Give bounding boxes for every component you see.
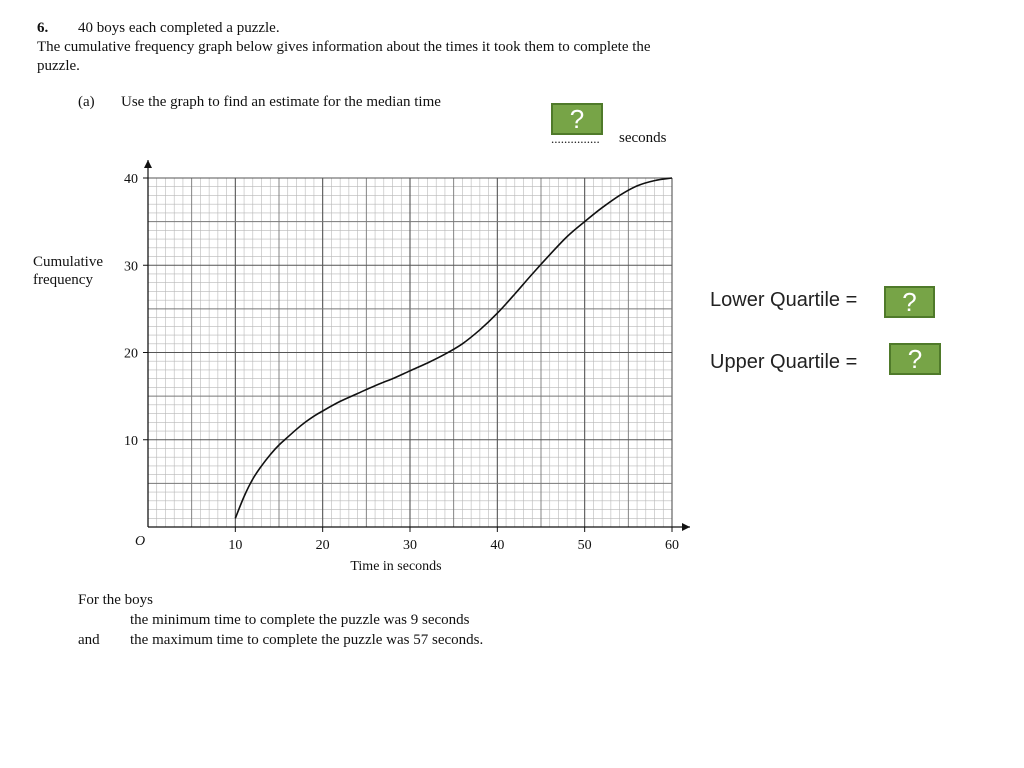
- x-tick-label: 10: [228, 538, 243, 553]
- y-tick-label: 10: [124, 433, 138, 449]
- footer-and: and: [78, 632, 100, 648]
- y-axis-label-line-1: Cumulative: [33, 254, 103, 270]
- footer-line-3: the maximum time to complete the puzzle was 57 seconds.: [130, 632, 484, 648]
- y-axis-label-line-2: frequency: [33, 272, 93, 288]
- origin-label: O: [135, 534, 146, 549]
- question-intro: 40 boys each completed a puzzle.: [78, 20, 280, 36]
- part-a-text: Use the graph to find an estimate for the median time: [121, 94, 441, 110]
- footer-line-1: For the boys: [78, 592, 153, 608]
- upper-quartile-answer-box[interactable]: ?: [889, 343, 941, 375]
- y-tick-label: 40: [124, 172, 138, 187]
- y-tick-label: 20: [124, 346, 138, 362]
- x-tick-label: 20: [315, 538, 330, 553]
- answer-dots: ...............: [551, 131, 600, 146]
- lower-quartile-label: Lower Quartile =: [710, 289, 858, 311]
- y-tick-label: 30: [124, 259, 138, 275]
- median-answer-box[interactable]: ?: [551, 103, 603, 135]
- upper-quartile-label: Upper Quartile =: [710, 351, 858, 373]
- x-axis-title: Time in seconds: [350, 559, 442, 574]
- x-tick-label: 50: [577, 538, 592, 553]
- x-axis-arrow: [682, 523, 690, 531]
- axes: [144, 160, 690, 531]
- question-line-3: puzzle.: [37, 58, 80, 74]
- question-line-2: The cumulative frequency graph below gives information about the times it took them to complete the: [37, 39, 651, 55]
- x-tick-label: 60: [665, 538, 679, 553]
- question-number: 6.: [37, 20, 49, 36]
- x-tick-label: 30: [403, 538, 417, 553]
- y-axis-arrow: [144, 160, 152, 168]
- lower-quartile-answer-box[interactable]: ?: [884, 286, 935, 318]
- x-tick-label: 40: [490, 538, 505, 553]
- answer-unit: seconds: [619, 130, 667, 146]
- part-a-label: (a): [78, 94, 95, 110]
- footer-line-2: the minimum time to complete the puzzle was 9 seconds: [130, 612, 470, 628]
